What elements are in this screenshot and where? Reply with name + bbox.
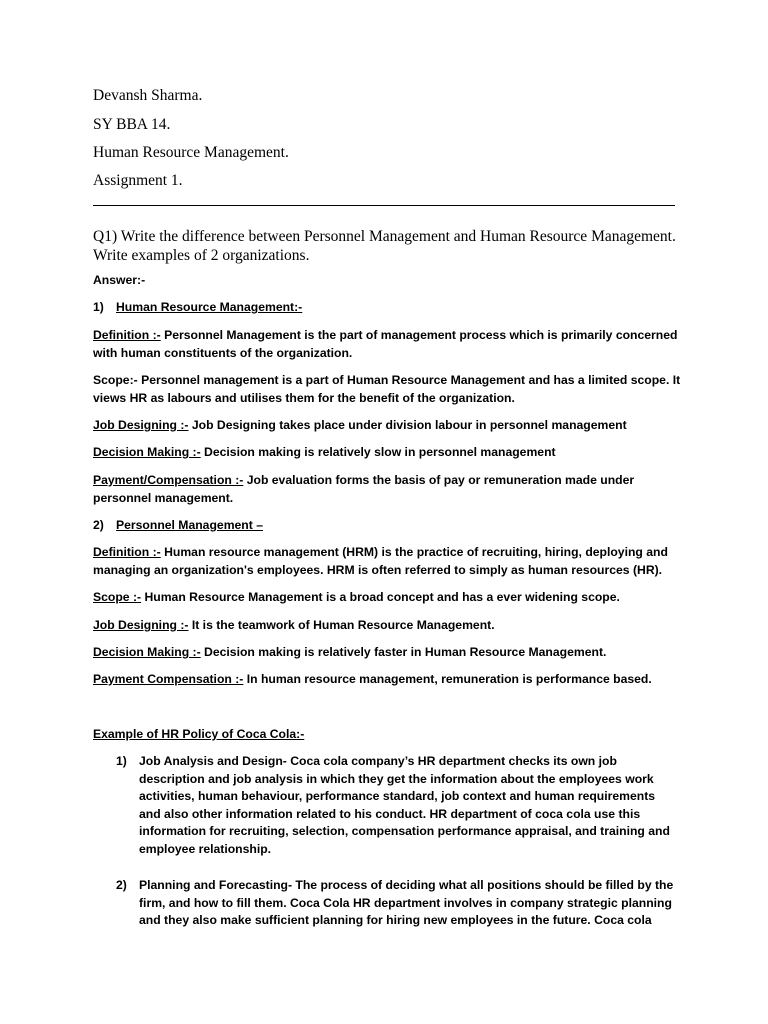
section2-scope-label: Scope :-: [93, 590, 142, 604]
section2-definition-text: Human resource management (HRM) is the practice of recruiting, hiring, deploying and managing an organization's employees. HRM is often referred to simply as human resources (HR).: [93, 545, 668, 577]
section2-decision-label: Decision Making :-: [93, 645, 201, 659]
section2-decision-text: Decision making is relatively faster in Human Resource Management.: [200, 645, 607, 659]
question-text: Q1) Write the difference between Personnel Management and Human Resource Management. Write examples of 2 organizations.: [93, 228, 676, 264]
section1-decision-text: Decision making is relatively slow in personnel management: [200, 445, 556, 459]
section1-payment: [93, 472, 683, 507]
subject-label: Human Resource Management.: [93, 144, 289, 161]
section2-payment-text: In human resource management, remuneration is performance based.: [243, 672, 652, 686]
section2-job-text: It is the teamwork of Human Resource Management.: [188, 618, 495, 632]
section1-definition-text: Personnel Management is the part of management process which is primarily concerned with human constituents of the organization.: [93, 328, 678, 360]
example-item-text: Job Analysis and Design- Coca cola company’s HR department checks its own job description and job analysis in which they get the information about the employees work activities, human behaviour, performance standard, job context and human requirements and also other information related to his conduct. HR department of coca cola use this information for recruiting, selection, compensation performance appraisal, and training and employee relationship.: [139, 754, 670, 856]
section2-heading: Personnel Management –: [116, 518, 263, 532]
section1-number: 1): [93, 300, 104, 314]
example-item-number: 2): [116, 878, 127, 892]
class-label: SY BBA 14.: [93, 116, 171, 133]
section1-job-label: Job Designing :-: [93, 418, 189, 432]
section2-job-designing: [93, 617, 683, 635]
section1-decision-making: [93, 444, 683, 462]
section1-definition: [93, 327, 683, 362]
section1-job-text: Job Designing takes place under division labour in personnel management: [188, 418, 627, 432]
answer-label: Answer:-: [93, 273, 146, 287]
section2-payment: [93, 671, 683, 689]
section2-definition: [93, 544, 683, 579]
section1-definition-label: Definition :-: [93, 328, 161, 342]
section1-heading: Human Resource Management:-: [116, 300, 303, 314]
section2-number: 2): [93, 518, 104, 532]
section2-decision-making: [93, 644, 683, 662]
assignment-label: Assignment 1.: [93, 172, 183, 189]
section1-payment-text: Job evaluation forms the basis of pay or remuneration made under personnel management.: [93, 473, 635, 505]
section2-payment-label: Payment Compensation :-: [93, 672, 244, 686]
section2-scope-text: Human Resource Management is a broad concept and has a ever widening scope.: [141, 590, 620, 604]
section1-scope: Scope:- Personnel management is a part of Human Resource Management and has a limited scope. It views HR as labours and utilises them for the benefit of the organization.: [93, 373, 681, 405]
section2-definition-label: Definition :-: [93, 545, 161, 559]
section2-job-label: Job Designing :-: [93, 618, 189, 632]
section2-scope: [93, 589, 683, 607]
header-divider: [93, 205, 675, 206]
section1-payment-label: Payment/Compensation :-: [93, 473, 244, 487]
example-heading: Example of HR Policy of Coca Cola:-: [93, 727, 305, 741]
example-item-number: 1): [116, 754, 127, 768]
section1-decision-label: Decision Making :-: [93, 445, 201, 459]
section1-job-designing: [93, 417, 683, 435]
example-item-text: Planning and Forecasting- The process of deciding what all positions should be filled by the firm, and how to fill them. Coca Cola HR department involves in company strategic planning and they also make sufficient planning for hiring new employees in the future. Coca cola: [139, 878, 674, 927]
author-name: Devansh Sharma.: [93, 87, 203, 104]
